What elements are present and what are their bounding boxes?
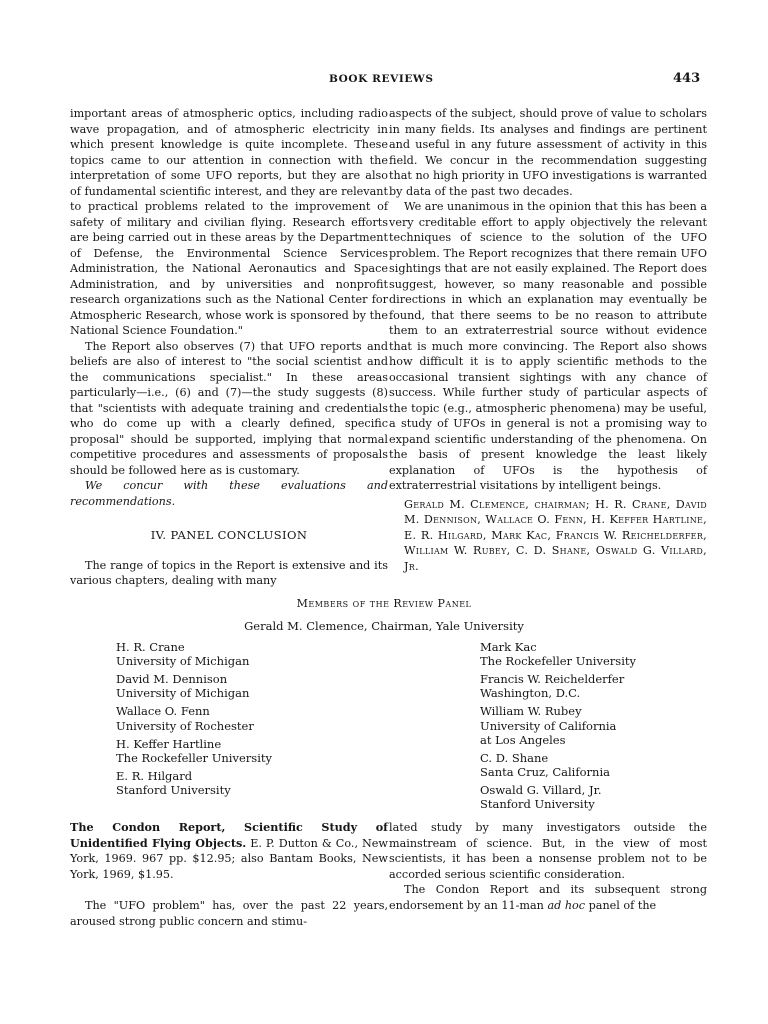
member-entry (480, 783, 740, 812)
member-name: Oswald G. Villard, Jr. (480, 783, 602, 798)
page-number: 443 (673, 71, 701, 86)
paragraph: important areas of atmospheric optics, including radio wave propagation, and of atmospheric electricity in which present knowledge is quite incomplete. These topics came to our attention in connection with the interpretation of some UFO reports, but they are also of fundamental scientific interest, and they are relevant to practical problems related to the improvement of safety of military and civilian flying. Research efforts are being carried out in these areas by the Department of Defense, the Environmental Science Services Administration, the National Aeronautics and Space Administration, and by universities and nonprofit research organizations such as the National Center for Atmospheric Research, whose work is sponsored by the National Science Foundation." (70, 107, 388, 337)
member-entry (480, 704, 740, 747)
paragraph: The Report also observes (7) that UFO reports and beliefs are also of interest to "the social scientist and the communications specialist." In these areas particularly—i.e., (6) and (7)—the study suggests (8) that "scientists with adequate training and credentials who do come up with a clearly defined, specific proposal" should be supported, implying that normal competitive procedures and assessments of proposals should be followed here as is customary. (70, 339, 388, 477)
members-right-list (480, 640, 740, 815)
member-affiliation: Stanford University (116, 783, 231, 798)
member-affiliation: Washington, D.C. (480, 686, 581, 701)
right-column-bottom (389, 820, 707, 913)
member-name: Mark Kac (480, 640, 537, 654)
member-name: E. R. Hilgard (116, 768, 193, 783)
member-affiliation: The Rockefeller University (116, 750, 272, 765)
left-column-top (70, 106, 388, 589)
paragraph: The range of topics in the Report is extensive and its various chapters, dealing with many (70, 558, 388, 587)
right-column-top (389, 106, 707, 574)
signatures: Gerald M. Clemence, chairman; H. R. Crane, David M. Dennison, Wallace O. Fenn, H. Keffer Hartline, E. R. Hilgard, Mark Kac, Francis W. Reichelderfer, William W. Rubey, C. D. Shane, Oswald G. Villard, Jr. (404, 497, 707, 573)
member-affiliation: University of California (480, 718, 617, 733)
member-affiliation: The Rockefeller University (480, 654, 636, 669)
member-affiliation: Santa Cruz, California (480, 765, 610, 780)
paragraph (389, 882, 707, 913)
member-affiliation: University of Michigan (116, 654, 250, 669)
paragraph-italic: We concur with these evaluations and recommendations. (70, 479, 388, 508)
citation-details: E. P. Dutton & Co., New York, 1969. 967 pp. $12.95; also Bantam Books, New York, 1969, $1.95. (70, 836, 388, 881)
paragraph: The "UFO problem" has, over the past 22 years, aroused strong public concern and stimu- (70, 899, 388, 928)
member-entry (480, 751, 740, 780)
member-name: Francis W. Reichelderfer (480, 672, 625, 687)
member-entry (116, 672, 376, 701)
panel-chair: Gerald M. Clemence, Chairman, Yale University (244, 619, 524, 633)
member-name: David M. Dennison (116, 672, 228, 687)
paragraph: We are unanimous in the opinion that this has been a very creditable effort to apply objectively the relevant techniques of science to the solution of the UFO problem. The Report recognizes that there remain UFO sightings that are not easily explained. The Report does suggest, however, so many reasonable and possible directions in which an explanation may eventually be found, that there seems to be no reason to attribute them to an extraterrestrial source without evidence that is much more convincing. The Report also shows how difficult it is to apply scientific methods to the occasional transient sightings with any chance of success. While further study of particular aspects of the topic (e.g., atmospheric phenomena) may be useful, a study of UFOs in general is not a promising way to expand scientific understanding of the phenomena. On the basis of present knowledge the least likely explanation of UFOs is the hypothesis of extraterrestrial visitations by intelligent beings. (389, 200, 707, 492)
paragraph: aspects of the subject, should prove of value to scholars in many fields. Its analyses and findings are pertinent and useful in any future assessment of activity in this field. We concur in the recommendation suggesting that no high priority in UFO investigations is warranted by data of the past two decades. (389, 107, 708, 198)
members-left-list (116, 640, 376, 801)
member-entry (116, 704, 376, 733)
running-head: BOOK REVIEWS (329, 73, 434, 85)
section-heading: IV. PANEL CONCLUSION (150, 528, 308, 542)
member-entry (116, 769, 376, 798)
review-citation (70, 820, 388, 882)
panel-title: Members of the Review Panel (296, 597, 472, 610)
left-column-bottom (70, 820, 388, 929)
member-entry (480, 672, 740, 701)
member-affiliation: Stanford University (480, 797, 595, 812)
member-affiliation: University of Michigan (116, 686, 250, 701)
member-affiliation: University of Rochester (116, 718, 254, 733)
member-entry (116, 640, 376, 669)
paragraph: lated study by many investigators outside the mainstream of science. But, in the view of most scientists, it has been a nonsense problem not to be accorded serious scientific consideration. (389, 821, 707, 881)
member-name: C. D. Shane (480, 750, 549, 765)
member-name: William W. Rubey (480, 704, 582, 719)
member-name: H. R. Crane (116, 640, 185, 654)
member-entry (116, 737, 376, 766)
paragraph-text: The Condon Report and its subsequent strong endorsement by an 11-man (389, 883, 707, 912)
member-affiliation-line2: at Los Angeles (480, 732, 566, 747)
paragraph-text: panel of the (585, 898, 657, 912)
member-entry (480, 640, 740, 669)
member-name: H. Keffer Hartline (116, 736, 222, 751)
member-name: Wallace O. Fenn (116, 704, 210, 719)
paragraph-italic-text: ad hoc (547, 898, 586, 912)
citation-title: The Condon Report, Scientific Study of Unidentified Flying Objects. (70, 820, 388, 850)
